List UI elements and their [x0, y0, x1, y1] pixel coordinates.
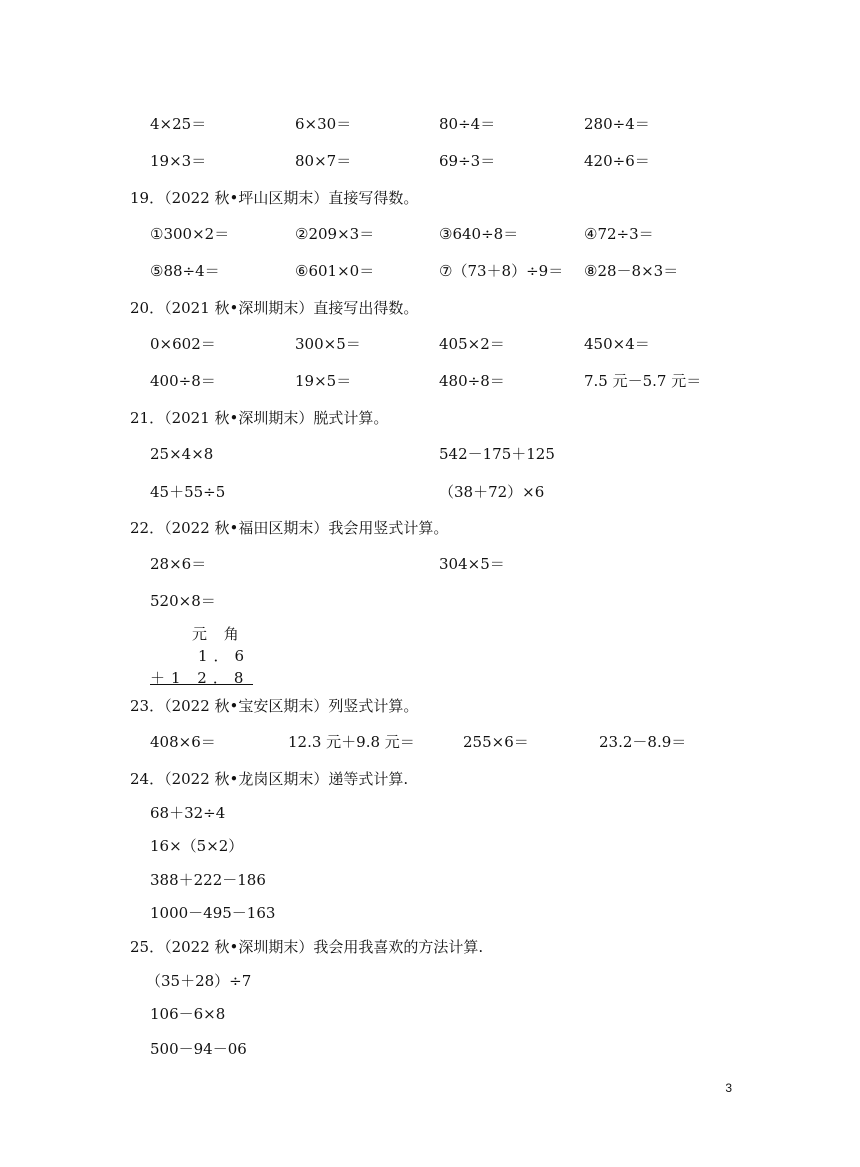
problem-text: ⑦（73＋8）÷9＝	[439, 262, 564, 280]
problem-text: ①300×2＝	[150, 225, 230, 243]
problem-text: 16×（5×2）	[150, 837, 244, 855]
problem-text: 80×7＝	[295, 152, 352, 170]
problem-text: 4×25＝	[150, 115, 207, 133]
question-title-21: 21．（2021 秋•深圳期末）脱式计算。	[130, 409, 389, 427]
problem-text: 6×30＝	[295, 115, 352, 133]
problem-text: 1000－495－163	[150, 904, 276, 922]
problem-text: ⑤88÷4＝	[150, 262, 220, 280]
problem-text: 408×6＝	[150, 733, 216, 751]
problem-text: ⑧28－8×3＝	[584, 262, 679, 280]
problem-text: （38＋72）×6	[439, 483, 545, 501]
question-title-23: 23．（2022 秋•宝安区期末）列竖式计算。	[130, 697, 419, 715]
problem-text: 28×6＝	[150, 555, 207, 573]
problem-text: 25×4×8	[150, 445, 214, 463]
problem-text: 280÷4＝	[584, 115, 650, 133]
vertical-line-1: 1．6	[198, 647, 251, 665]
question-title-22: 22．（2022 秋•福田区期末）我会用竖式计算。	[130, 519, 449, 537]
problem-text: ②209×3＝	[295, 225, 375, 243]
problem-text: 23.2－8.9＝	[599, 733, 687, 751]
problem-text: 68＋32÷4	[150, 804, 226, 822]
problem-text: ⑥601×0＝	[295, 262, 375, 280]
page-number: 3	[725, 1081, 732, 1095]
problem-text: 400÷8＝	[150, 372, 216, 390]
question-title-20: 20．（2021 秋•深圳期末）直接写出得数。	[130, 299, 419, 317]
problem-text: 304×5＝	[439, 555, 505, 573]
problem-text: 300×5＝	[295, 335, 361, 353]
question-title-19: 19．（2022 秋•坪山区期末）直接写得数。	[130, 189, 419, 207]
question-title-24: 24．（2022 秋•龙岗区期末）递等式计算.	[130, 770, 409, 788]
problem-text: 388＋222－186	[150, 871, 266, 889]
vertical-addition	[150, 622, 260, 687]
problem-text: 0×602＝	[150, 335, 216, 353]
vertical-line-2: ＋1 2．8	[150, 669, 250, 687]
problem-text: 420÷6＝	[584, 152, 650, 170]
sum-line	[150, 684, 253, 685]
question-title-25: 25．（2022 秋•深圳期末）我会用我喜欢的方法计算.	[130, 938, 484, 956]
problem-text: 106－6×8	[150, 1005, 226, 1023]
problem-text: 255×6＝	[463, 733, 529, 751]
problem-text: 520×8＝	[150, 592, 216, 610]
problem-text: 80÷4＝	[439, 115, 496, 133]
problem-text: （35＋28）÷7	[146, 972, 252, 990]
problem-text: ④72÷3＝	[584, 225, 654, 243]
problem-text: 480÷8＝	[439, 372, 505, 390]
problem-text: 405×2＝	[439, 335, 505, 353]
problem-text: 19×3＝	[150, 152, 207, 170]
problem-text: 19×5＝	[295, 372, 352, 390]
problem-text: 12.3 元＋9.8 元＝	[288, 733, 415, 751]
problem-text: 450×4＝	[584, 335, 650, 353]
problem-text: 69÷3＝	[439, 152, 496, 170]
problem-text: 45＋55÷5	[150, 483, 226, 501]
problem-text: 542－175＋125	[439, 445, 555, 463]
vertical-header: 元 角	[192, 625, 245, 643]
problem-text: ③640÷8＝	[439, 225, 519, 243]
problem-text: 7.5 元－5.7 元＝	[584, 372, 702, 390]
problem-text: 500－94－06	[150, 1040, 247, 1058]
